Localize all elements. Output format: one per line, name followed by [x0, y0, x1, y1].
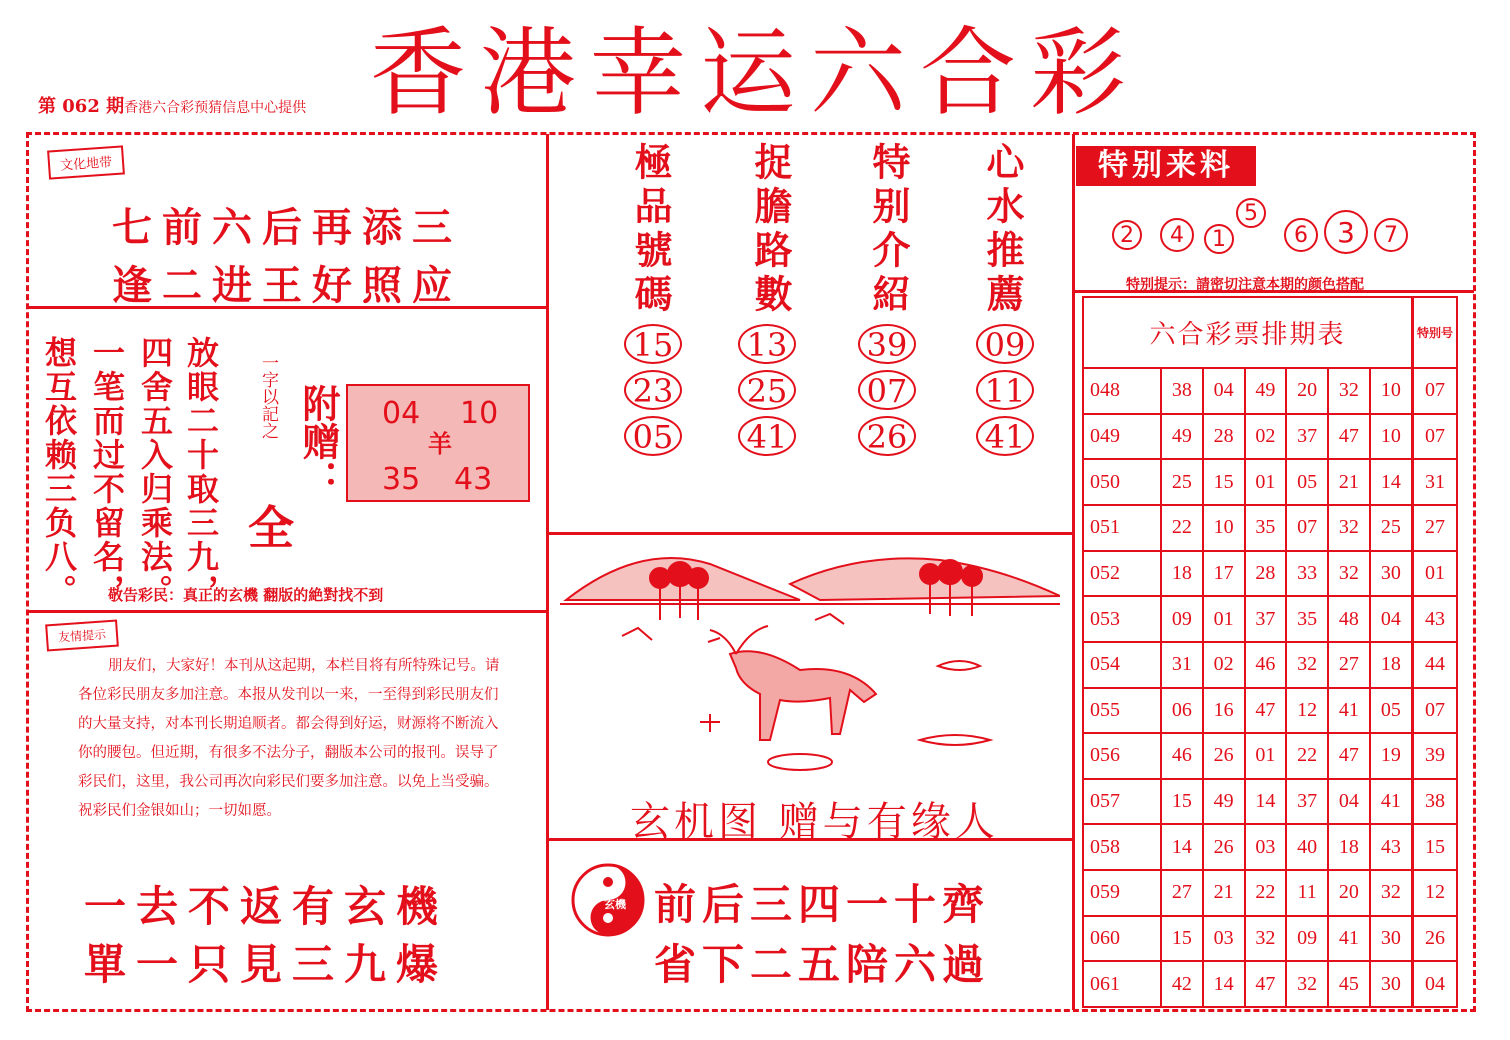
number-cell: 43	[1370, 824, 1413, 870]
yinyang-label: 玄機	[604, 898, 626, 911]
gift-number: 04	[382, 396, 421, 431]
number-cell: 33	[1286, 551, 1328, 597]
schedule-header-row	[1083, 297, 1457, 368]
special-cell: 43	[1413, 596, 1458, 642]
number-cell: 19	[1370, 733, 1413, 779]
pick-number: 09	[976, 324, 1034, 364]
issue-cell: 052	[1083, 551, 1161, 597]
number-cell: 15	[1161, 916, 1203, 962]
issue-cell: 057	[1083, 779, 1161, 825]
bottom-line-2: 省下二五陪六過	[654, 940, 991, 989]
picture-caption: 玄机图 赠与有缘人	[630, 799, 999, 845]
number-cell: 18	[1370, 642, 1413, 688]
table-row	[1083, 916, 1457, 962]
page-title: 香港幸运六合彩	[370, 17, 1140, 129]
number-cell: 42	[1161, 961, 1203, 1007]
special-cell: 07	[1413, 368, 1458, 414]
number-cell: 26	[1203, 824, 1245, 870]
table-row	[1083, 414, 1457, 460]
issue-number: 第 062 期	[38, 96, 125, 117]
rhyme-line-2: 逢二进王好照应	[112, 262, 462, 309]
number-cell: 22	[1161, 505, 1203, 551]
number-cell: 21	[1328, 459, 1370, 505]
special-tip: 特别提示：請密切注意本期的颜色搭配	[1126, 277, 1364, 293]
stamp-label: 文化地带	[47, 145, 125, 179]
special-cell: 07	[1413, 414, 1458, 460]
number-cell: 15	[1203, 459, 1245, 505]
number-cell: 01	[1203, 596, 1245, 642]
issue-source: 香港六合彩预猜信息中心提供	[124, 100, 307, 116]
number-cell: 04	[1203, 368, 1245, 414]
special-cell: 44	[1413, 642, 1458, 688]
gift-label: 附赠：	[296, 384, 341, 498]
special-cell: 38	[1413, 779, 1458, 825]
number-cell: 35	[1245, 505, 1287, 551]
number-cell: 02	[1203, 642, 1245, 688]
number-cell: 46	[1245, 642, 1287, 688]
issue-cell: 059	[1083, 870, 1161, 916]
divider-left	[546, 134, 549, 1010]
number-cell: 12	[1286, 688, 1328, 734]
number-cell: 10	[1370, 368, 1413, 414]
hint-char: 全	[248, 501, 294, 555]
issue-line	[38, 92, 306, 118]
pick-number: 41	[976, 416, 1034, 456]
pick-number: 26	[858, 416, 916, 456]
column-head: 特别介紹	[866, 142, 911, 318]
table-row	[1083, 870, 1457, 916]
number-cell: 14	[1370, 459, 1413, 505]
special-cell: 07	[1413, 688, 1458, 734]
number-cell: 06	[1161, 688, 1203, 734]
number-cell: 20	[1328, 870, 1370, 916]
number-cell: 18	[1328, 824, 1370, 870]
number-cell: 10	[1370, 414, 1413, 460]
special-cell: 04	[1413, 961, 1458, 1007]
number-cell: 45	[1328, 961, 1370, 1007]
number-cell: 27	[1161, 870, 1203, 916]
poem-line-2: 四舍五入归乘法。	[136, 336, 174, 608]
number-cell: 27	[1328, 642, 1370, 688]
table-row	[1083, 961, 1457, 1007]
table-row	[1083, 642, 1457, 688]
pick-number: 05	[624, 416, 682, 456]
number-cell: 47	[1328, 733, 1370, 779]
special-number: 5	[1236, 198, 1266, 228]
number-cell: 09	[1161, 596, 1203, 642]
special-header: 特别来料	[1076, 146, 1256, 186]
table-row	[1083, 596, 1457, 642]
number-cell: 47	[1328, 414, 1370, 460]
table-row	[1083, 733, 1457, 779]
pick-number: 25	[738, 370, 796, 410]
number-cell: 17	[1203, 551, 1245, 597]
number-cell: 09	[1286, 916, 1328, 962]
table-row	[1083, 368, 1457, 414]
number-cell: 05	[1370, 688, 1413, 734]
table-row	[1083, 505, 1457, 551]
special-cell: 27	[1413, 505, 1458, 551]
special-cell: 31	[1413, 459, 1458, 505]
issue-cell: 055	[1083, 688, 1161, 734]
announcement-paragraph: 朋友们，大家好！本刊从这起期，本栏目将有所特殊记号。请各位彩民朋友多加注意。本报从发刊以一来，一至得到彩民朋友们的大量支持，对本刊长期追顺者。都会得到好运，财源将不断流入你的腰包。但近期，有很多不法分子，翻版本公司的报刊。误导了彩民们，这里，我公司再次向彩民们要多加注意。以免上当受骗。祝彩民们金银如山；一切如愿。	[78, 658, 500, 819]
number-cell: 32	[1328, 505, 1370, 551]
poem-line-4: 想互依赖三负八。	[40, 336, 78, 608]
number-cell: 32	[1328, 368, 1370, 414]
number-cell: 49	[1203, 779, 1245, 825]
issue-cell: 051	[1083, 505, 1161, 551]
number-cell: 38	[1161, 368, 1203, 414]
table-row	[1083, 824, 1457, 870]
number-cell: 07	[1286, 505, 1328, 551]
number-cell: 04	[1328, 779, 1370, 825]
special-number: 7	[1374, 218, 1408, 252]
verse-line-2: 單一只見三九爆	[84, 940, 449, 989]
number-cell: 03	[1245, 824, 1287, 870]
number-cell: 48	[1328, 596, 1370, 642]
number-cell: 30	[1370, 961, 1413, 1007]
number-cell: 37	[1245, 596, 1287, 642]
column-head: 心水推薦	[980, 142, 1025, 318]
special-cell: 15	[1413, 824, 1458, 870]
gift-number: 10	[460, 396, 499, 431]
issue-cell: 050	[1083, 459, 1161, 505]
issue-cell: 049	[1083, 414, 1161, 460]
number-cell: 14	[1161, 824, 1203, 870]
number-cell: 41	[1328, 688, 1370, 734]
issue-cell: 061	[1083, 961, 1161, 1007]
number-cell: 01	[1245, 733, 1287, 779]
number-cell: 14	[1245, 779, 1287, 825]
column-head: 極品號碼	[628, 142, 673, 318]
issue-cell: 048	[1083, 368, 1161, 414]
number-cell: 32	[1286, 642, 1328, 688]
number-cell: 47	[1245, 688, 1287, 734]
number-cell: 32	[1286, 961, 1328, 1007]
notice-text: 敬告彩民：真正的玄機 翻版的絶對找不到	[108, 586, 384, 604]
verse-line-1: 一去不返有玄機	[84, 882, 449, 931]
poem-line-1: 放眼二十取三九，	[182, 336, 220, 608]
issue-cell: 053	[1083, 596, 1161, 642]
issue-cell: 060	[1083, 916, 1161, 962]
special-cell: 12	[1413, 870, 1458, 916]
issue-cell: 054	[1083, 642, 1161, 688]
number-cell: 32	[1245, 916, 1287, 962]
table-row	[1083, 688, 1457, 734]
issue-cell: 056	[1083, 733, 1161, 779]
issue-cell: 058	[1083, 824, 1161, 870]
number-cell: 25	[1161, 459, 1203, 505]
deer-illustration	[560, 544, 1060, 784]
divider-left-2	[28, 610, 546, 613]
hint-text: 一字以記之	[258, 354, 278, 439]
bottom-line-1: 前后三四一十齊	[654, 880, 991, 929]
number-cell: 46	[1161, 733, 1203, 779]
number-cell: 05	[1286, 459, 1328, 505]
special-cell: 26	[1413, 916, 1458, 962]
number-cell: 15	[1161, 779, 1203, 825]
pick-number: 39	[858, 324, 916, 364]
schedule-table	[1082, 296, 1458, 1008]
number-cell: 18	[1161, 551, 1203, 597]
gift-zodiac: 羊	[428, 429, 452, 458]
number-cell: 21	[1203, 870, 1245, 916]
number-cell: 37	[1286, 779, 1328, 825]
special-number: 1	[1204, 224, 1234, 254]
number-cell: 10	[1203, 505, 1245, 551]
number-cell: 04	[1370, 596, 1413, 642]
gift-number: 35	[382, 462, 421, 497]
number-cell: 32	[1370, 870, 1413, 916]
schedule-title: 六合彩票排期表	[1083, 297, 1413, 368]
special-cell: 01	[1413, 551, 1458, 597]
number-cell: 32	[1328, 551, 1370, 597]
divider-mid-1	[548, 532, 1072, 535]
pick-number: 11	[976, 370, 1034, 410]
number-cell: 22	[1245, 870, 1287, 916]
number-cell: 28	[1203, 414, 1245, 460]
number-cell: 26	[1203, 733, 1245, 779]
number-cell: 01	[1245, 459, 1287, 505]
number-cell: 47	[1245, 961, 1287, 1007]
special-number: 6	[1284, 218, 1318, 252]
number-cell: 30	[1370, 916, 1413, 962]
special-cell: 39	[1413, 733, 1458, 779]
number-cell: 37	[1286, 414, 1328, 460]
number-cell: 11	[1286, 870, 1328, 916]
schedule-special-header: 特别号	[1413, 297, 1458, 368]
table-row	[1083, 779, 1457, 825]
number-cell: 41	[1328, 916, 1370, 962]
table-row	[1083, 459, 1457, 505]
pick-number: 13	[738, 324, 796, 364]
gift-number: 43	[454, 462, 493, 497]
number-cell: 20	[1286, 368, 1328, 414]
number-cell: 40	[1286, 824, 1328, 870]
number-cell: 14	[1203, 961, 1245, 1007]
number-cell: 31	[1161, 642, 1203, 688]
number-cell: 16	[1203, 688, 1245, 734]
number-cell: 03	[1203, 916, 1245, 962]
pick-number: 07	[858, 370, 916, 410]
special-number: 3	[1324, 210, 1368, 254]
column-head: 捉膽路數	[748, 142, 793, 318]
pick-number: 23	[624, 370, 682, 410]
number-cell: 49	[1245, 368, 1287, 414]
number-cell: 49	[1161, 414, 1203, 460]
number-cell: 41	[1370, 779, 1413, 825]
number-cell: 30	[1370, 551, 1413, 597]
number-cell: 25	[1370, 505, 1413, 551]
gift-box	[346, 384, 530, 502]
special-number: 4	[1160, 218, 1194, 252]
number-cell: 35	[1286, 596, 1328, 642]
number-cell: 22	[1286, 733, 1328, 779]
special-number: 2	[1112, 220, 1142, 250]
number-cell: 28	[1245, 551, 1287, 597]
rhyme-line-1: 七前六后再添三	[112, 204, 462, 251]
table-row	[1083, 551, 1457, 597]
number-cell: 02	[1245, 414, 1287, 460]
pick-number: 15	[624, 324, 682, 364]
stamp-label: 友情提示	[45, 620, 119, 652]
poem-line-3: 一笔而过不留名，	[88, 336, 126, 608]
pick-number: 41	[738, 416, 796, 456]
divider-right	[1072, 134, 1075, 1010]
